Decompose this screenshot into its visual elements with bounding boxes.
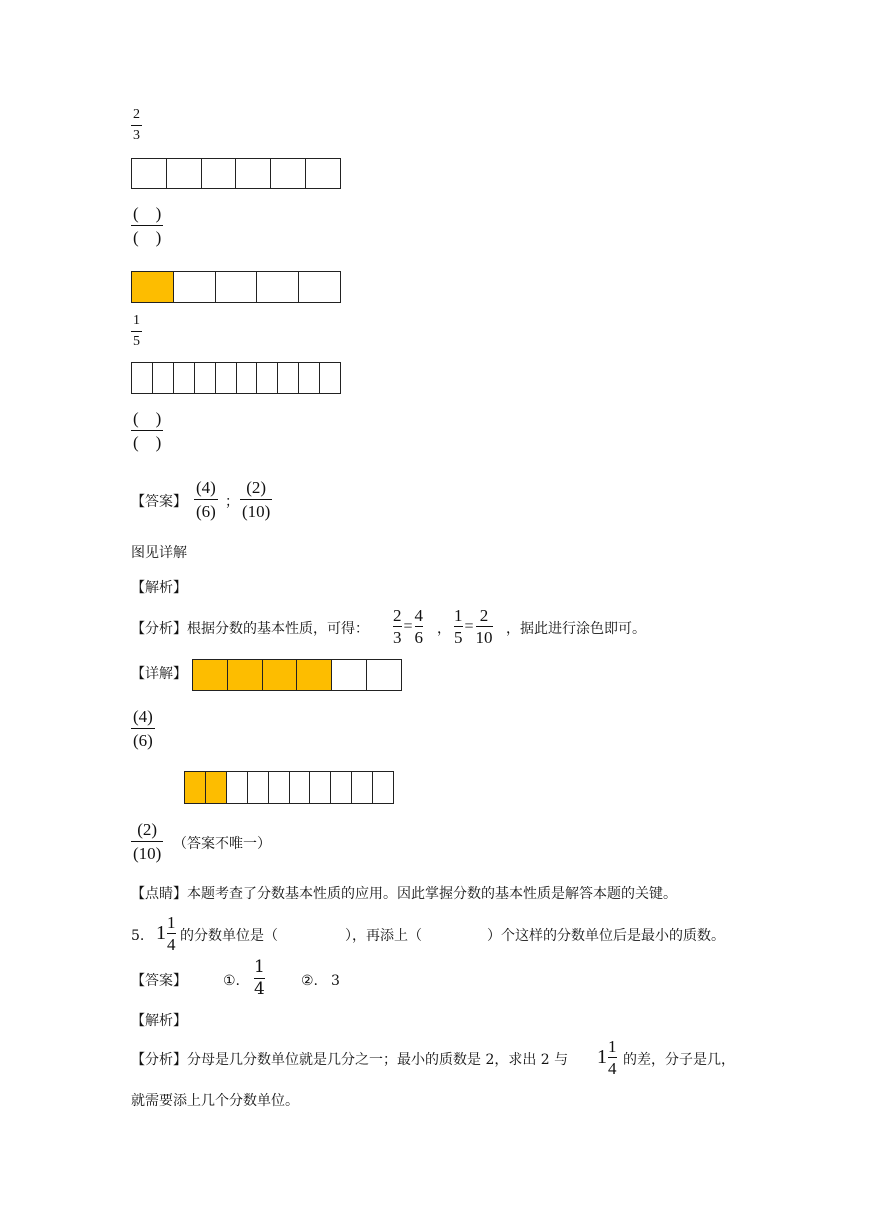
detail-label: 【详解】	[131, 666, 187, 682]
fraction-bar	[240, 499, 272, 500]
empty-cell	[202, 159, 237, 188]
equals-sign: =	[464, 617, 474, 635]
empty-cell	[320, 363, 340, 393]
equation-one-fifth	[454, 607, 493, 646]
fraction-numerator: (2)	[137, 820, 158, 839]
fraction-bar	[131, 430, 163, 431]
fraction-bar	[476, 626, 493, 627]
q5-fenxi-text-a: 分母是几分数单位就是几分之一；最小的质数是 2，求出 2 与	[187, 1052, 569, 1068]
answer-1-stack	[254, 959, 265, 998]
box-row-six	[131, 158, 341, 189]
empty-cell	[331, 772, 352, 803]
equation-two-thirds	[393, 607, 423, 646]
empty-cell	[227, 772, 248, 803]
fenxi-label: 【分析】	[131, 621, 187, 637]
question-text-b: ），再添上（	[345, 928, 422, 944]
eq2-left-den: 5	[454, 628, 463, 647]
fraction-bar	[608, 1057, 617, 1058]
box-row-five	[131, 271, 341, 303]
answer-1-den: 4	[254, 979, 265, 999]
fraction-bar	[194, 499, 218, 500]
answer-2-value: 3	[331, 973, 340, 989]
answer-2-marker: ②.	[301, 973, 319, 989]
empty-cell	[290, 772, 311, 803]
mixed-number	[156, 914, 176, 953]
fraction-numerator: (2)	[246, 478, 267, 497]
empty-cell	[174, 363, 195, 393]
empty-cell	[310, 772, 331, 803]
fraction-numerator: (4)	[196, 478, 216, 497]
answer-1-marker: ①.	[223, 973, 241, 989]
fraction-numerator: 1	[133, 313, 140, 328]
fenxi-text-a: 根据分数的基本性质，可得：	[187, 621, 369, 637]
eq1-right-num: 4	[414, 606, 424, 625]
empty-cell	[236, 159, 271, 188]
empty-cell	[216, 272, 258, 302]
fraction-bar	[131, 125, 142, 126]
mixed-whole: 1	[156, 922, 166, 944]
q5-mixed-number	[597, 1038, 617, 1077]
answer-not-unique-note: （答案不唯一）	[173, 836, 271, 852]
empty-cell	[248, 772, 269, 803]
empty-cell	[216, 363, 237, 393]
fraction-bar	[167, 933, 176, 934]
mixed-fraction	[608, 1038, 617, 1077]
empty-cell	[237, 363, 258, 393]
eq2-left-num: 1	[454, 606, 463, 625]
blank-denominator: ( )	[133, 228, 162, 247]
fraction-bar	[393, 626, 402, 627]
mixed-fraction-num: 1	[608, 1037, 617, 1056]
eq2-right-den: 10	[475, 628, 493, 647]
q5-answer-label: 【答案】	[131, 973, 187, 989]
shaded-cell	[206, 772, 227, 803]
eq2-right	[476, 607, 493, 646]
q5-fenxi-text-c: 就需要添上几个分数单位。	[131, 1093, 299, 1109]
fenxi-text-b: ，据此进行涂色即可。	[506, 621, 646, 637]
empty-cell	[278, 363, 299, 393]
eq2-right-num: 2	[479, 606, 489, 625]
eq1-left	[393, 607, 402, 646]
fraction-bar	[131, 841, 163, 842]
fraction-numerator: (4)	[133, 707, 153, 726]
empty-cell	[306, 159, 340, 188]
eq1-right-den: 6	[414, 628, 424, 647]
shaded-cell	[185, 772, 206, 803]
q5-fenxi-text-b: 的差，分子是几，	[623, 1052, 735, 1068]
blank-fraction-1	[131, 205, 163, 246]
comma: ，	[437, 621, 451, 637]
question-number: 5.	[131, 928, 145, 944]
q5-jiexi-label: 【解析】	[131, 1013, 187, 1029]
eq1-left-den: 3	[393, 628, 402, 647]
comment-paragraph: 【点睛】本题考查了分数基本性质的应用。因此掌握分数的基本性质是解答本题的关键。	[131, 886, 677, 902]
empty-cell	[271, 159, 306, 188]
fraction-denominator: 5	[133, 334, 140, 349]
answer-separator: ；	[225, 494, 239, 510]
shaded-cell	[193, 660, 228, 690]
detail-box-row-six	[192, 659, 402, 691]
analysis-label: 【解析】	[131, 580, 187, 596]
equals-sign: =	[403, 617, 413, 635]
mixed-fraction-num: 1	[167, 913, 176, 932]
answer-fraction-1	[194, 479, 218, 520]
question-text-c: ）个这样的分数单位后是最小的质数。	[487, 928, 725, 944]
answer-label: 【答案】	[131, 494, 187, 510]
empty-cell	[332, 660, 367, 690]
fraction-two-thirds	[131, 108, 142, 143]
empty-cell	[153, 363, 174, 393]
fraction-denominator: (6)	[133, 731, 153, 750]
fraction-bar	[454, 626, 463, 627]
detail-box-row-ten	[184, 771, 394, 804]
empty-cell	[167, 159, 202, 188]
fraction-one-fifth	[131, 314, 142, 349]
fraction-denominator: 3	[133, 128, 140, 143]
fraction-numerator: 2	[133, 107, 140, 122]
shaded-cell	[132, 272, 174, 302]
empty-cell	[132, 159, 167, 188]
empty-cell	[195, 363, 216, 393]
fraction-bar	[415, 626, 424, 627]
blank-numerator: ( )	[133, 409, 162, 428]
empty-cell	[257, 272, 299, 302]
shaded-cell	[297, 660, 332, 690]
empty-cell	[299, 272, 340, 302]
q5-fenxi-label: 【分析】	[131, 1052, 187, 1068]
eq1-right	[415, 607, 424, 646]
empty-cell	[269, 772, 290, 803]
mixed-whole: 1	[597, 1046, 607, 1068]
answer-fraction-2	[240, 479, 272, 520]
box-row-ten	[131, 362, 341, 394]
empty-cell	[174, 272, 216, 302]
shaded-cell	[263, 660, 298, 690]
empty-cell	[299, 363, 320, 393]
eq1-left-num: 2	[393, 606, 402, 625]
fraction-bar	[131, 728, 155, 729]
empty-cell	[373, 772, 393, 803]
empty-cell	[352, 772, 373, 803]
fraction-denominator: (6)	[196, 502, 216, 521]
detail-fraction-2	[131, 821, 163, 862]
answer-note: 图见详解	[131, 545, 187, 561]
mixed-fraction-den: 4	[167, 935, 176, 954]
answer-1-fraction	[254, 959, 265, 998]
empty-cell	[132, 363, 153, 393]
shaded-cell	[228, 660, 263, 690]
mixed-fraction-den: 4	[608, 1059, 617, 1078]
mixed-fraction	[167, 914, 176, 953]
empty-cell	[257, 363, 278, 393]
blank-denominator: ( )	[133, 433, 162, 452]
blank-numerator: ( )	[133, 204, 162, 223]
blank-fraction-2	[131, 410, 163, 451]
fraction-denominator: (10)	[242, 502, 271, 521]
fraction-denominator: (10)	[133, 844, 162, 863]
detail-fraction-1	[131, 708, 155, 749]
fraction-bar	[131, 225, 163, 226]
question-text-a: 的分数单位是（	[180, 928, 278, 944]
empty-cell	[367, 660, 401, 690]
eq2-left	[454, 607, 463, 646]
answer-1-num: 1	[254, 957, 265, 977]
fraction-bar	[131, 331, 142, 332]
